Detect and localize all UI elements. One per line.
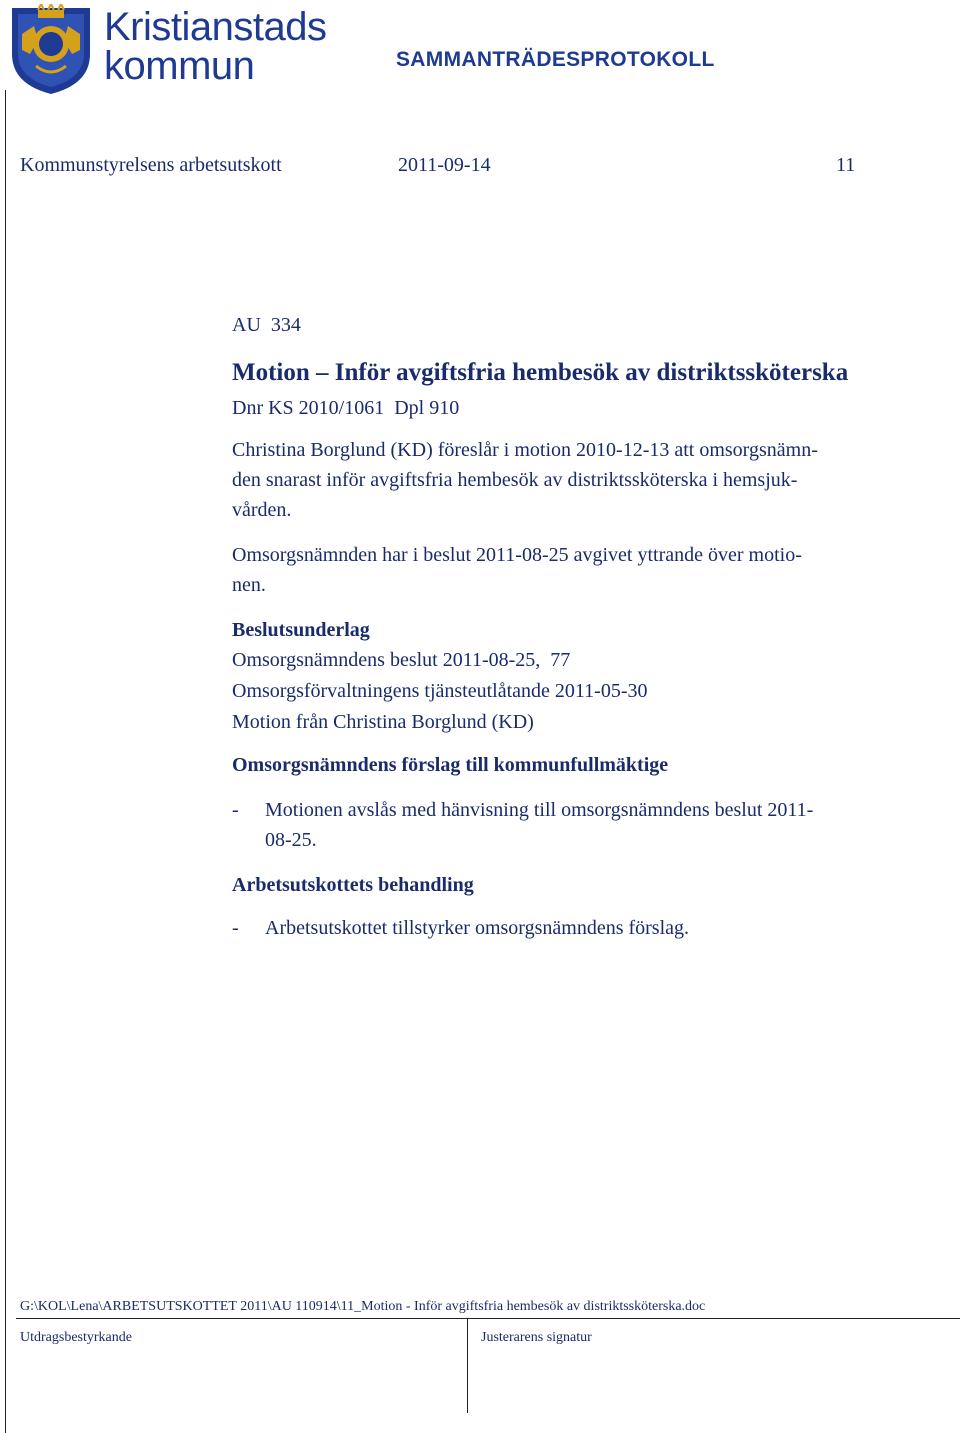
- beslutsunderlag-heading: Beslutsunderlag: [232, 619, 370, 641]
- meeting-date: 2011-09-14: [398, 154, 491, 176]
- justerarens-signatur-label: Justerarens signatur: [481, 1330, 592, 1345]
- paragraph-line: nen.: [232, 574, 266, 596]
- logo-wordmark: [104, 5, 327, 88]
- paragraph-line: Omsorgsnämnden har i beslut 2011-08-25 avgivet yttrande över motio-: [232, 544, 802, 566]
- motion-paragraph: [232, 435, 882, 525]
- forslag-bullet: [232, 795, 885, 855]
- committee-name: Kommunstyrelsens arbetsutskott: [20, 154, 282, 176]
- bullet-line: Motionen avslås med hänvisning till omsorgsnämndens beslut 2011-: [265, 799, 814, 821]
- list-item: Omsorgsförvaltningens tjänsteutlåtande 2011-05-30: [232, 680, 648, 702]
- behandling-bullet: [232, 913, 885, 943]
- list-item: Motion från Christina Borglund (KD): [232, 711, 534, 733]
- bullet-dash: -: [232, 799, 239, 821]
- left-margin-rule: [5, 90, 6, 1433]
- footer-divider: [16, 1318, 960, 1319]
- logo-line-1: Kristianstads: [104, 5, 327, 49]
- utdragsbestyrkande-label: Utdragsbestyrkande: [20, 1330, 132, 1345]
- forslag-heading: Omsorgsnämndens förslag till kommunfullmäktige: [232, 754, 669, 776]
- paragraph-line: den snarast inför avgiftsfria hembesök av distriktssköterska i hemsjuk-: [232, 469, 798, 491]
- list-item: Omsorgsnämndens beslut 2011-08-25, 77: [232, 649, 571, 671]
- footer-column-divider: [467, 1318, 468, 1413]
- coat-of-arms-logo-icon: [8, 4, 94, 96]
- bullet-dash: -: [232, 917, 239, 939]
- paragraph-line: Christina Borglund (KD) föreslår i motion 2010-12-13 att omsorgsnämn-: [232, 439, 818, 461]
- behandling-heading: Arbetsutskottets behandling: [232, 874, 474, 896]
- document-type: SAMMANTRÄDESPROTOKOLL: [396, 48, 715, 71]
- bullet-text: [265, 795, 885, 855]
- section-number: AU 334: [232, 314, 301, 336]
- beslutsunderlag-list: [232, 645, 892, 738]
- file-path: G:\KOL\Lena\ARBETSUTSKOTTET 2011\AU 110914\11_Motion - Inför avgiftsfria hembesök av distriktssköterska.doc: [20, 1299, 706, 1314]
- response-paragraph: [232, 540, 882, 600]
- page-number: 11: [836, 154, 856, 176]
- logo-line-2: kommun: [104, 44, 255, 88]
- page-title: Motion – Inför avgiftsfria hembesök av distriktssköterska: [232, 359, 849, 386]
- bullet-line: 08-25.: [265, 829, 317, 851]
- bullet-text: Arbetsutskottet tillstyrker omsorgsnämndens förslag.: [265, 917, 690, 939]
- diary-number: Dnr KS 2010/1061 Dpl 910: [232, 397, 460, 419]
- paragraph-line: vården.: [232, 499, 292, 521]
